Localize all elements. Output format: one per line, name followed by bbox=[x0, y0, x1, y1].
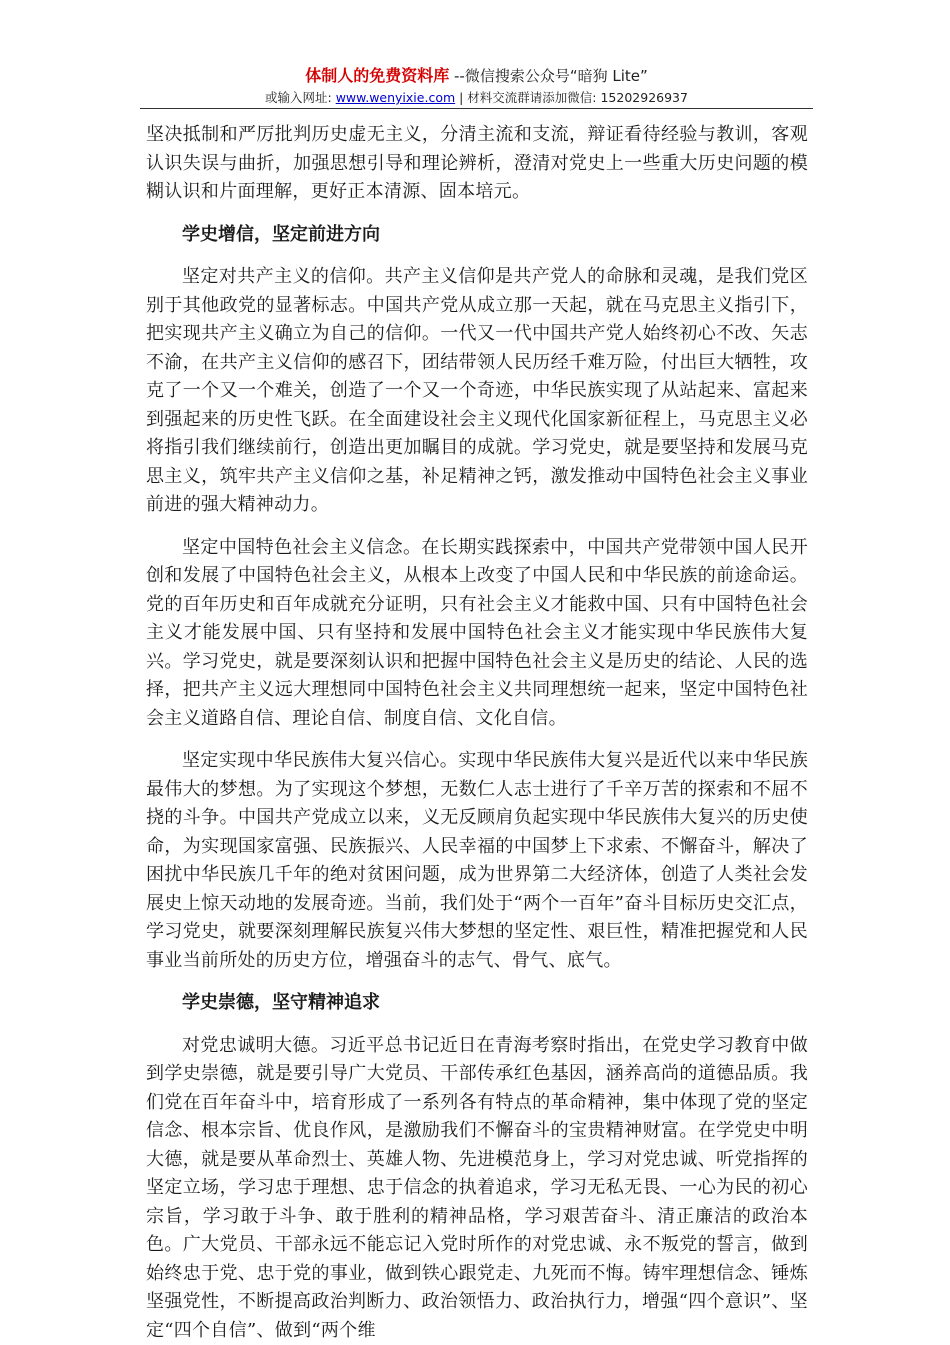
paragraph: 坚定对共产主义的信仰。共产主义信仰是共产党人的命脉和灵魂，是我们党区别于其他政党的显著标志。中国共产党从成立那一天起，就在马克思主义指引下，把实现共产主义确立为自己的信仰。一代又一代中国共产党人始终初心不改、矢志不渝，在共产主义信仰的感召下，团结带领人民历经千难万险，付出巨大牺牲，攻克了一个又一个难关，创造了一个又一个奇迹，中华民族实现了从站起来、富起来到强起来的历史性飞跃。在全面建设社会主义现代化国家新征程上，马克思主义必将指引我们继续前行，创造出更加瞩目的成就。学习党史，就是要坚持和发展马克思主义，筑牢共产主义信仰之基，补足精神之钙，激发推动中国特色社会主义事业前进的强大精神动力。 bbox=[146, 263, 808, 520]
paragraph: 坚定中国特色社会主义信念。在长期实践探索中，中国共产党带领中国人民开创和发展了中国特色社会主义，从根本上改变了中国人民和中华民族的前途命运。党的百年历史和百年成就充分证明，只有社会主义才能救中国、只有中国特色社会主义才能发展中国、只有坚持和发展中国特色社会主义才能实现中华民族伟大复兴。学习党史，就是要深刻认识和把握中国特色社会主义是历史的结论、人民的选择，把共产主义远大理想同中国特色社会主义共同理想统一起来，坚定中国特色社会主义道路自信、理论自信、制度自信、文化自信。 bbox=[146, 534, 808, 734]
section-heading: 学史增信，坚定前进方向 bbox=[146, 221, 808, 250]
header-divider bbox=[140, 108, 813, 109]
header-tagline: --微信搜索公众号“暗狗 Lite” bbox=[449, 67, 648, 85]
header-contact: | 材料交流群请添加微信: 15202926937 bbox=[455, 90, 688, 105]
header-brand: 体制人的免费资料库 bbox=[305, 66, 449, 85]
paragraph: 对党忠诚明大德。习近平总书记近日在青海考察时指出，在党史学习教育中做到学史崇德，就是要引导广大党员、干部传承红色基因，涵养高尚的道德品质。我们党在百年奋斗中，培育形成了一系列各有特点的革命精神，集中体现了党的坚定信念、根本宗旨、优良作风，是激励我们不懈奋斗的宝贵精神财富。在学党史中明大德，就是要从革命烈士、英雄人物、先进模范身上，学习对党忠诚、听党指挥的坚定立场，学习忠于理想、忠于信念的执着追求，学习无私无畏、一心为民的初心宗旨，学习敢于斗争、敢于胜利的精神品格，学习艰苦奋斗、清正廉洁的政治本色。广大党员、干部永远不能忘记入党时所作的对党忠诚、永不叛党的誓言，做到始终忠于党、忠于党的事业，做到铁心跟党走、九死而不悔。铸牢理想信念、锤炼坚强党性，不断提高政治判断力、政治领悟力、政治执行力，增强“四个意识”、坚定“四个自信”、做到“两个维 bbox=[146, 1032, 808, 1345]
header-url-link[interactable]: www.wenyixie.com bbox=[336, 90, 455, 105]
header-line-2 bbox=[140, 89, 813, 107]
section-heading: 学史崇德，坚守精神追求 bbox=[146, 989, 808, 1018]
page-header bbox=[140, 66, 813, 107]
header-url-prefix: 或输入网址: bbox=[265, 90, 336, 105]
paragraph: 坚决抵制和严厉批判历史虚无主义，分清主流和支流，辩证看待经验与教训，客观认识失误与曲折，加强思想引导和理论辨析，澄清对党史上一些重大历史问题的模糊认识和片面理解，更好正本清源、固本培元。 bbox=[146, 121, 808, 207]
paragraph: 坚定实现中华民族伟大复兴信心。实现中华民族伟大复兴是近代以来中华民族最伟大的梦想。为了实现这个梦想，无数仁人志士进行了千辛万苦的探索和不屈不挠的斗争。中国共产党成立以来，义无反顾肩负起实现中华民族伟大复兴的历史使命，为实现国家富强、民族振兴、人民幸福的中国梦上下求索、不懈奋斗，解决了困扰中华民族几千年的绝对贫困问题，成为世界第二大经济体，创造了人类社会发展史上惊天动地的发展奇迹。当前，我们处于“两个一百年”奋斗目标历史交汇点，学习党史，就要深刻理解民族复兴伟大梦想的坚定性、艰巨性，精准把握党和人民事业当前所处的历史方位，增强奋斗的志气、骨气、底气。 bbox=[146, 747, 808, 975]
header-line-1 bbox=[140, 66, 813, 86]
document-body bbox=[146, 121, 808, 1345]
